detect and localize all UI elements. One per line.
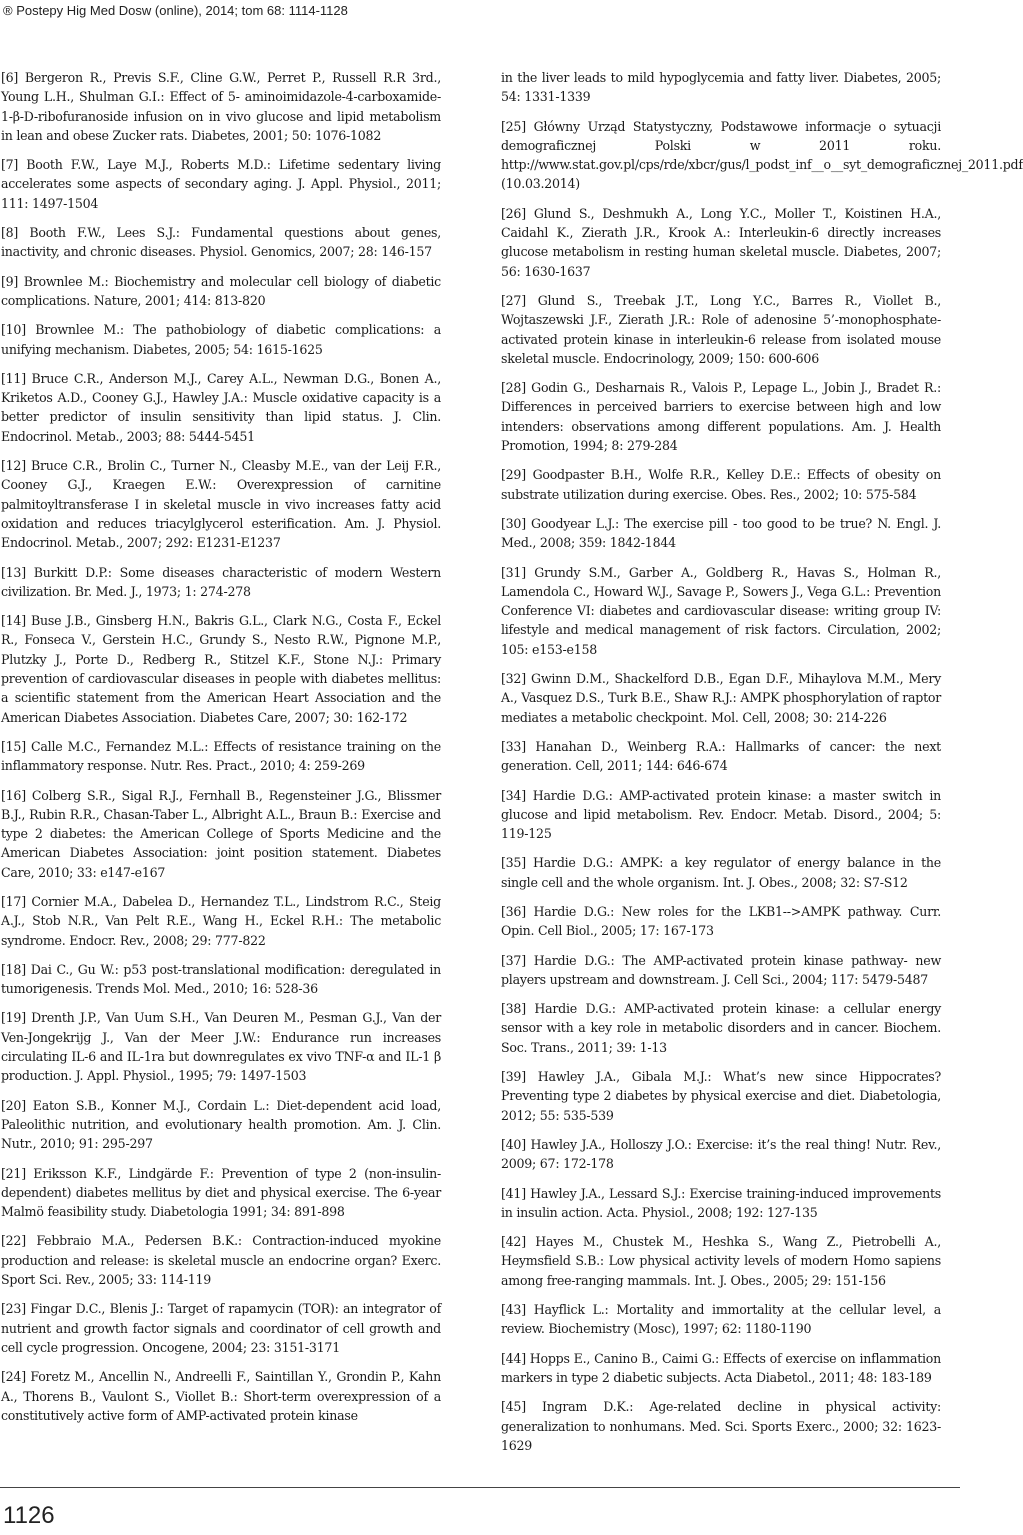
reference-item: [21] Eriksson K.F., Lindgärde F.: Prevention of type 2 (non-insulin-dependent) diabetes mellitus by diet and physical exercise. The 6-year Malmö feasibility study. Diabetologia 1991; 34: 891-898 xyxy=(1,1165,441,1220)
running-header xyxy=(0,0,960,22)
journal-citation: ® Postepy Hig Med Dosw (online), 2014; tom 68: 1114-1128 xyxy=(3,3,348,18)
reference-item: [12] Bruce C.R., Brolin C., Turner N., Cleasby M.E., van der Leij F.R., Cooney G.J., Kraegen E.W.: Overexpression of carnitine palmitoyltransferase I in skeletal muscle in vivo increases fatty acid oxidation and reduces triacylglycerol esterification. Am. J. Physiol. Endocrinol. Metab., 2007; 292: E1231-E1237 xyxy=(1,458,441,551)
reference-item: [41] Hawley J.A., Lessard S.J.: Exercise training-induced improvements in insulin action. Acta. Physiol., 2008; 192: 127-135 xyxy=(501,1185,941,1220)
reference-item: [10] Brownlee M.: The pathobiology of diabetic complications: a unifying mechanism. Diabetes, 2005; 54: 1615-1625 xyxy=(1,322,441,357)
reference-item: [19] Drenth J.P., Van Uum S.H., Van Deuren M., Pesman G.J., Van der Ven-Jongekrijg J., Van der Meer J.W.: Endurance run increases circulating IL-6 and IL-1ra but downregulates ex vivo TNF-α and IL-1 β production. J. Appl. Physiol., 1995; 79: 1497-1503 xyxy=(1,1010,441,1084)
reference-item: [33] Hanahan D., Weinberg R.A.: Hallmarks of cancer: the next generation. Cell, 2011; 144: 646-674 xyxy=(501,738,941,774)
reference-item: [14] Buse J.B., Ginsberg H.N., Bakris G.L., Clark N.G., Costa F., Eckel R., Fonseca V., Gerstein H.C., Grundy S., Nesto R.W., Pignone M.P., Plutzky J., Porte D., Redberg R., Stitzel K.F., Stone N.J.: Primary prevention of cardiovascular diseases in people with diabetes mellitus: a scientific statement from the American Heart Association and the American Diabetes Association. Diabetes Care, 2007; 30: 162-172 xyxy=(1,613,441,725)
reference-item: [29] Goodpaster B.H., Wolfe R.R., Kelley D.E.: Effects of obesity on substrate utilization during exercise. Obes. Res., 2002; 10: 575-584 xyxy=(501,467,941,502)
reference-item: [42] Hayes M., Chustek M., Heshka S., Wang Z., Pietrobelli A., Heymsfield S.B.: Low physical activity levels of modern Homo sapiens among free-ranging mammals. Int. J. Obes., 2005; 29: 151-156 xyxy=(501,1234,941,1288)
reference-item: [26] Glund S., Deshmukh A., Long Y.C., Moller T., Koistinen H.A., Caidahl K., Zierath J.R., Krook A.: Interleukin-6 directly increases glucose metabolism in resting human skeletal muscle. Diabetes, 2007; 56: 1630-1637 xyxy=(501,205,941,279)
reference-item: [20] Eaton S.B., Konner M.J., Cordain L.: Diet-dependent acid load, Paleolithic nutrition, and evolutionary health promotion. Am. J. Clin. Nutr., 2010; 91: 295-297 xyxy=(1,1097,441,1152)
reference-item: [18] Dai C., Gu W.: p53 post-translational modification: deregulated in tumorigenesis. Trends Mol. Med., 2010; 16: 528-36 xyxy=(1,961,441,997)
reference-item: [6] Bergeron R., Previs S.F., Cline G.W., Perret P., Russell R.R 3rd., Young L.H., Shulman G.I.: Effect of 5- aminoimidazole-4-carboxamide-1-β-D-ribofuranoside infusion on in vivo glucose and lipid metabolism in lean and obese Zucker rats. Diabetes, 2001; 50: 1076-1082 xyxy=(1,70,441,143)
reference-item: [15] Calle M.C., Fernandez M.L.: Effects of resistance training on the inflammatory response. Nutr. Res. Pract., 2010; 4: 259-269 xyxy=(1,738,441,774)
reference-item: [17] Cornier M.A., Dabelea D., Hernandez T.L., Lindstrom R.C., Steig A.J., Stob N.R., Van Pelt R.E., Wang H., Eckel R.H.: The metabolic syndrome. Endocr. Rev., 2008; 29: 777-822 xyxy=(1,893,441,948)
reference-item: [40] Hawley J.A., Holloszy J.O.: Exercise: it’s the real thing! Nutr. Rev., 2009; 67: 172-178 xyxy=(501,1136,941,1172)
reference-item: [30] Goodyear L.J.: The exercise pill - too good to be true? N. Engl. J. Med., 2008; 359: 1842-1844 xyxy=(501,515,941,551)
reference-item: [36] Hardie D.G.: New roles for the LKB1-->AMPK pathway. Curr. Opin. Cell Biol., 2005; 17: 167-173 xyxy=(501,903,941,939)
reference-item: [45] Ingram D.K.: Age-related decline in physical activity: generalization to nonhumans. Med. Sci. Sports Exerc., 2000; 32: 1623-1629 xyxy=(501,1399,941,1453)
reference-item: [11] Bruce C.R., Anderson M.J., Carey A.L., Newman D.G., Bonen A., Kriketos A.D., Cooney G.J., Hawley J.A.: Muscle oxidative capacity is a better predictor of insulin sensitivity than lipid status. J. Clin. Endocrinol. Metab., 2003; 88: 5444-5451 xyxy=(1,370,441,444)
reference-item: [44] Hopps E., Canino B., Caimi G.: Effects of exercise on inflammation markers in type 2 diabetic subjects. Acta Diabetol., 2011; 48: 183-189 xyxy=(501,1350,941,1385)
reference-item: [13] Burkitt D.P.: Some diseases characteristic of modern Western civilization. Br. Med. J., 1973; 1: 274-278 xyxy=(1,564,441,599)
reference-item: [38] Hardie D.G.: AMP-activated protein kinase: a cellular energy sensor with a key role in metabolic disorders and in cancer. Biochem. Soc. Trans., 2011; 39: 1-13 xyxy=(501,1001,941,1055)
reference-item: [25] Główny Urząd Statystyczny, Podstawowe informacje o sytuacji demograficznej Polski w 2011 roku. http://www.stat.gov.pl/cps/rde/xbcr/gus/l_podst_inf__o__syt_demograficznej_2011.pdf (10.03.2014) xyxy=(501,118,1023,192)
left-column xyxy=(1,68,441,1435)
right-column xyxy=(501,68,1023,1465)
reference-item: [31] Grundy S.M., Garber A., Goldberg R., Havas S., Holman R., Lamendola C., Howard W.J., Savage P., Sowers J., Vega G.L.: Prevention Conference VI: diabetes and cardiovascular disease: writing group IV: lifestyle and medical management of risk factors. Circulation, 2002; 105: e153-e158 xyxy=(501,564,941,657)
reference-item: [32] Gwinn D.M., Shackelford D.B., Egan D.F., Mihaylova M.M., Mery A., Vasquez D.S., Turk B.E., Shaw R.J.: AMPK phosphorylation of raptor mediates a metabolic checkpoint. Mol. Cell, 2008; 30: 214-226 xyxy=(501,671,941,725)
reference-item: [16] Colberg S.R., Sigal R.J., Fernhall B., Regensteiner J.G., Blissmer B.J., Rubin R.R., Chasan-Taber L., Albright A.L., Braun B.: Exercise and type 2 diabetes: the American College of Sports Medicine and the American Diabetes Association: joint position statement. Diabetes Care, 2010; 33: e147-e167 xyxy=(1,787,441,880)
reference-item: [35] Hardie D.G.: AMPK: a key regulator of energy balance in the single cell and the whole organism. Int. J. Obes., 2008; 32: S7-S12 xyxy=(501,855,941,890)
page-number: 1126 xyxy=(3,1502,55,1529)
reference-item: [9] Brownlee M.: Biochemistry and molecular cell biology of diabetic complications. Nature, 2001; 414: 813-820 xyxy=(1,273,441,308)
reference-item: [37] Hardie D.G.: The AMP-activated protein kinase pathway- new players upstream and downstream. J. Cell Sci., 2004; 117: 5479-5487 xyxy=(501,952,941,987)
reference-continuation: in the liver leads to mild hypoglycemia and fatty liver. Diabetes, 2005; 54: 1331-1339 xyxy=(501,70,941,105)
reference-item: [28] Godin G., Desharnais R., Valois P., Lepage L., Jobin J., Bradet R.: Differences in perceived barriers to exercise between high and low intenders: observations among different populations. Am. J. Health Promotion, 1994; 8: 279-284 xyxy=(501,380,941,454)
footer-divider xyxy=(0,1487,960,1488)
reference-item: [24] Foretz M., Ancellin N., Andreelli F., Saintillan Y., Grondin P., Kahn A., Thorens B., Vaulont S., Viollet B.: Short-term overexpression of a constitutively active form of AMP-activated protein kinase xyxy=(1,1369,441,1423)
reference-item: [43] Hayflick L.: Mortality and immortality at the cellular level, a review. Biochemistry (Mosc), 1997; 62: 1180-1190 xyxy=(501,1302,941,1337)
reference-item: [34] Hardie D.G.: AMP-activated protein kinase: a master switch in glucose and lipid metabolism. Rev. Endocr. Metab. Disord., 2004; 5: 119-125 xyxy=(501,787,941,842)
reference-item: [23] Fingar D.C., Blenis J.: Target of rapamycin (TOR): an integrator of nutrient and growth factor signals and coordinator of cell growth and cell cycle progression. Oncogene, 2004; 23: 3151-3171 xyxy=(1,1301,441,1355)
reference-item: [8] Booth F.W., Lees S.J.: Fundamental questions about genes, inactivity, and chronic diseases. Physiol. Genomics, 2007; 28: 146-157 xyxy=(1,225,441,260)
reference-item: [39] Hawley J.A., Gibala M.J.: What’s new since Hippocrates? Preventing type 2 diabetes by physical exercise and diet. Diabetologia, 2012; 55: 535-539 xyxy=(501,1069,941,1123)
reference-item: [7] Booth F.W., Laye M.J., Roberts M.D.: Lifetime sedentary living accelerates some aspects of secondary aging. J. Appl. Physiol., 2011; 111: 1497-1504 xyxy=(1,157,441,211)
reference-item: [22] Febbraio M.A., Pedersen B.K.: Contraction-induced myokine production and release: is skeletal muscle an endocrine organ? Exerc. Sport Sci. Rev., 2005; 33: 114-119 xyxy=(1,1233,441,1288)
reference-item: [27] Glund S., Treebak J.T., Long Y.C., Barres R., Viollet B., Wojtaszewski J.F., Zierath J.R.: Role of adenosine 5’-monophosphate-activated protein kinase in interleukin-6 release from isolated mouse skeletal muscle. Endocrinology, 2009; 150: 600-606 xyxy=(501,292,941,366)
